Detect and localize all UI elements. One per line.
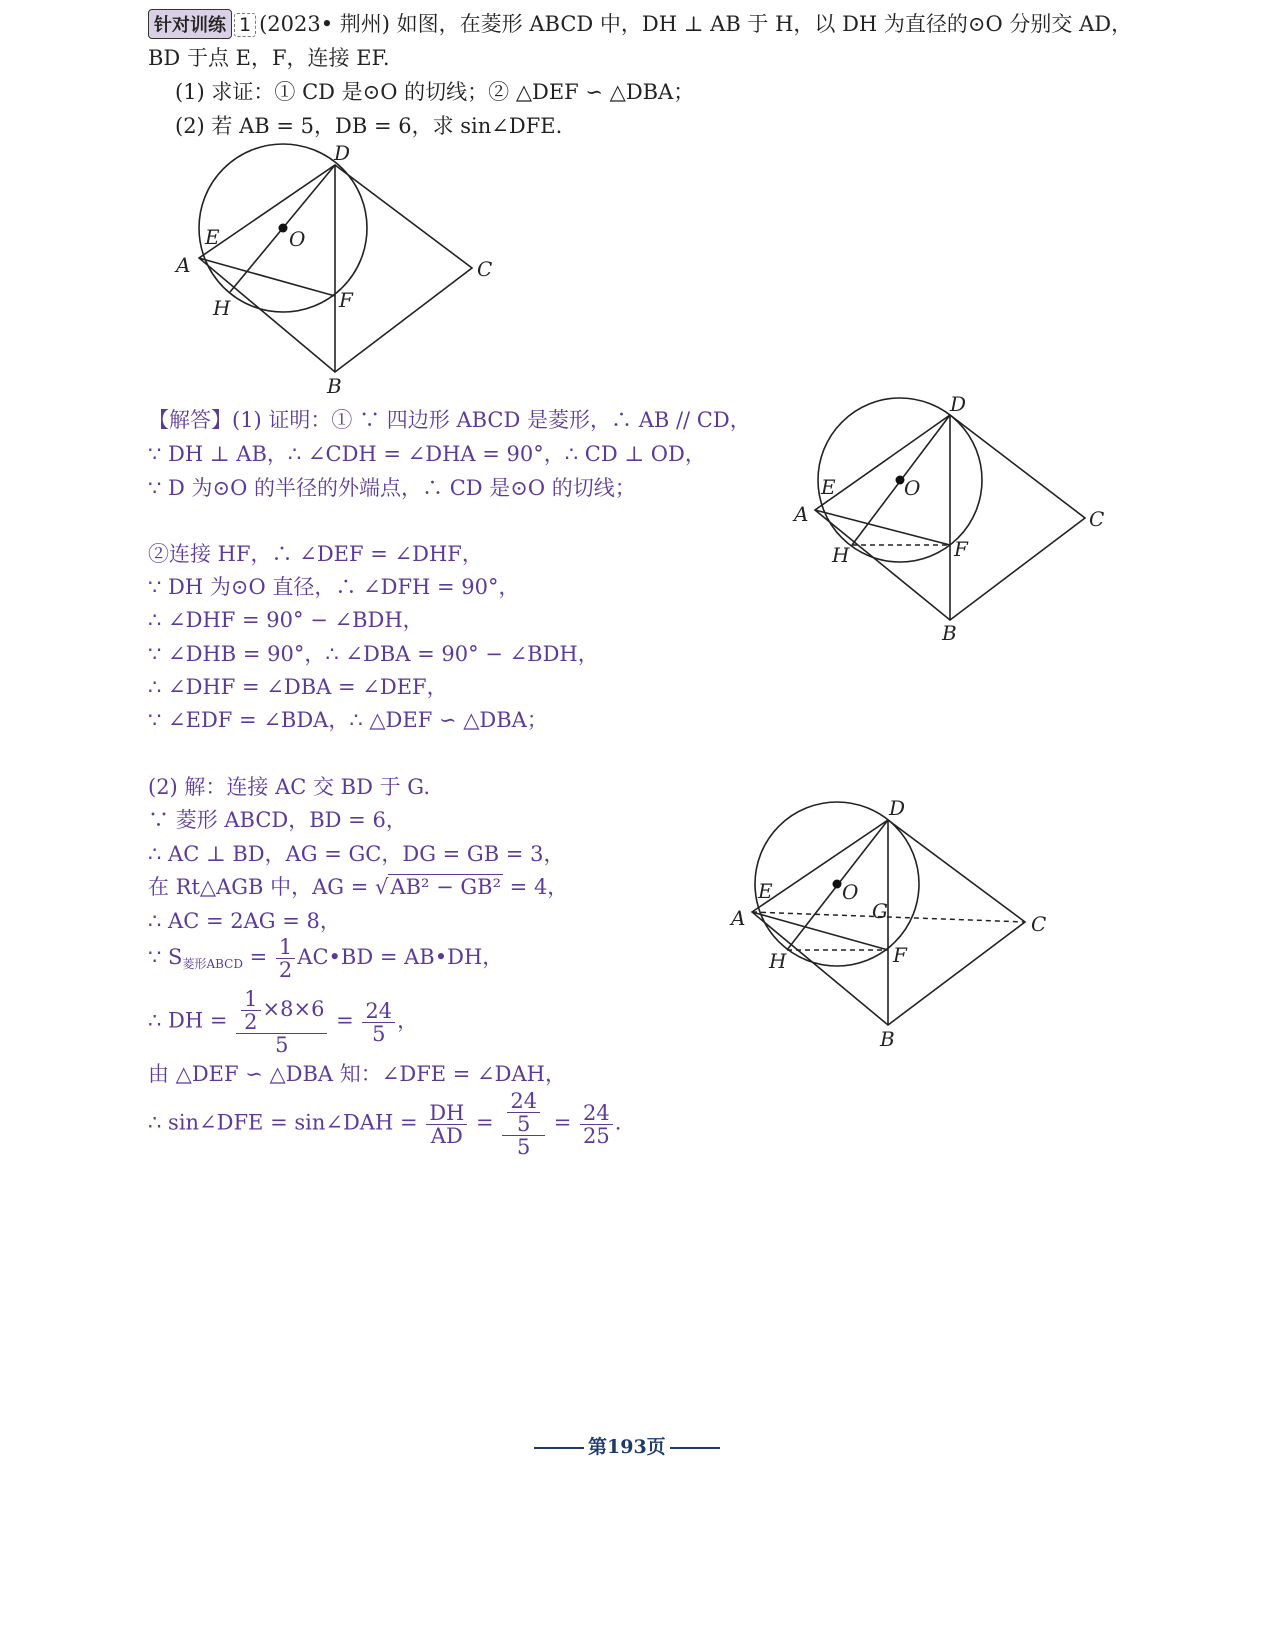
sqrt-sign: √ bbox=[375, 875, 389, 899]
dh-label: ∴ DH = bbox=[148, 1008, 235, 1033]
area-subscript: 菱形ABCD bbox=[182, 957, 243, 972]
problem-number: 1 bbox=[234, 13, 256, 37]
solution-line-11: ∵ 菱形 ABCD，BD = 6， bbox=[148, 808, 407, 832]
page-number: 第193页 bbox=[588, 1436, 666, 1458]
solution-line-9: ∵ ∠EDF = ∠BDA，∴ △DEF ∽ △DBA； bbox=[148, 708, 548, 732]
fig1-label-A: A bbox=[176, 253, 191, 277]
fig2-label-F: F bbox=[954, 537, 968, 561]
agb-text: 在 Rt△AGB 中，AG = bbox=[148, 875, 376, 899]
footer-rule-left bbox=[534, 1447, 584, 1449]
figure-2 bbox=[790, 395, 1120, 650]
dh-inner-half-num: 1 bbox=[241, 988, 260, 1011]
sin-frac-2-inner-num: 24 bbox=[507, 1090, 540, 1113]
solution-line-17: 由 △DEF ∽ △DBA 知：∠DFE = ∠DAH， bbox=[148, 1062, 566, 1086]
solution-line-14: ∴ AC = 2AG = 8， bbox=[148, 909, 341, 933]
fig3-label-D: D bbox=[889, 796, 906, 820]
sin-frac-3 bbox=[580, 1102, 613, 1147]
sin-frac-1 bbox=[426, 1102, 467, 1147]
problem-line-2: BD 于点 E，F，连接 EF. bbox=[148, 46, 390, 70]
fraction-half bbox=[276, 936, 295, 981]
sin-frac-1-num: DH bbox=[426, 1102, 467, 1125]
fig2-label-H: H bbox=[832, 543, 850, 567]
fig1-label-O: O bbox=[289, 227, 306, 251]
solution-line-3: ∵ D 为⊙O 的半径的外端点，∴ CD 是⊙O 的切线； bbox=[148, 476, 636, 500]
solution-line-12: ∴ AC ⊥ BD，AG = GC，DG = GB = 3， bbox=[148, 842, 565, 866]
dh-eq: = bbox=[329, 1008, 361, 1033]
sin-frac-2-inner bbox=[507, 1090, 540, 1135]
fig3-label-A: A bbox=[731, 906, 746, 930]
fig3-label-F: F bbox=[893, 943, 907, 967]
sin-frac-1-den: AD bbox=[430, 1123, 463, 1148]
sin-frac-2-inner-den: 5 bbox=[517, 1112, 531, 1137]
training-tag: 针对训练 bbox=[148, 9, 232, 39]
problem-part-2: (2) 若 AB = 5，DB = 6，求 sin∠DFE. bbox=[175, 114, 563, 138]
solution-line-6: ∴ ∠DHF = 90° − ∠BDH， bbox=[148, 608, 424, 632]
dh-fraction-num bbox=[236, 988, 327, 1034]
dh-result-den: 5 bbox=[372, 1021, 386, 1046]
fig2-label-O: O bbox=[904, 476, 921, 500]
solution-line-8: ∴ ∠DHF = ∠DBA = ∠DEF， bbox=[148, 675, 448, 699]
fig3-label-B: B bbox=[880, 1027, 895, 1051]
dh-inner-half bbox=[241, 988, 260, 1033]
sin-frac-2-num bbox=[502, 1090, 545, 1136]
solution-line-16 bbox=[148, 988, 418, 1056]
fig2-label-E: E bbox=[821, 475, 836, 499]
fig1-label-D: D bbox=[334, 141, 351, 165]
fig2-label-C: C bbox=[1089, 507, 1105, 531]
sin-label: ∴ sin∠DFE = sin∠DAH = bbox=[148, 1110, 425, 1135]
solution-line-7: ∵ ∠DHB = 90°，∴ ∠DBA = 90° − ∠BDH， bbox=[148, 642, 599, 666]
dh-inner-product: ×8×6 bbox=[262, 997, 325, 1022]
fig1-label-F: F bbox=[339, 288, 353, 312]
fraction-half-num: 1 bbox=[276, 936, 295, 959]
problem-part-1: (1) 求证：① CD 是⊙O 的切线；② △DEF ∽ △DBA； bbox=[175, 80, 695, 104]
area-eq: = bbox=[242, 945, 274, 970]
dh-inner-half-den: 2 bbox=[244, 1010, 258, 1035]
fig1-label-C: C bbox=[477, 257, 493, 281]
figure-1 bbox=[170, 140, 510, 400]
solution-line-1: 【解答】(1) 证明：① ∵ 四边形 ABCD 是菱形，∴ AB // CD， bbox=[148, 408, 751, 432]
dh-result bbox=[362, 1000, 395, 1045]
fig3-label-G: G bbox=[872, 899, 888, 923]
fig2-label-D: D bbox=[950, 395, 967, 416]
sin-frac-3-num: 24 bbox=[580, 1102, 613, 1125]
dh-comma: ， bbox=[397, 1008, 419, 1033]
sin-eq-1: = bbox=[469, 1110, 501, 1135]
fig1-label-B: B bbox=[327, 374, 342, 398]
agb-result: = 4， bbox=[503, 875, 569, 899]
sin-period: . bbox=[614, 1110, 622, 1135]
solution-line-18 bbox=[148, 1090, 621, 1158]
fig2-label-A: A bbox=[794, 502, 809, 526]
fig1-label-E: E bbox=[205, 225, 220, 249]
problem-line-1 bbox=[148, 8, 1132, 39]
dh-result-num: 24 bbox=[362, 1000, 395, 1023]
fig3-label-O: O bbox=[842, 880, 859, 904]
fig2-label-B: B bbox=[942, 621, 957, 645]
solution-line-5: ∵ DH 为⊙O 直径，∴ ∠DFH = 90°， bbox=[148, 575, 520, 599]
fig1-label-H: H bbox=[213, 296, 231, 320]
fraction-half-den: 2 bbox=[278, 958, 293, 983]
dh-fraction bbox=[236, 988, 327, 1056]
footer-rule-right bbox=[670, 1447, 720, 1449]
page-footer bbox=[530, 1432, 724, 1459]
sin-frac-2 bbox=[502, 1090, 545, 1158]
dh-fraction-den: 5 bbox=[275, 1033, 289, 1058]
solution-line-4: ②连接 HF，∴ ∠DEF = ∠DHF， bbox=[148, 542, 483, 566]
solution-line-13 bbox=[148, 871, 568, 901]
fig3-label-E: E bbox=[758, 879, 773, 903]
area-formula: AC•BD = AB•DH， bbox=[297, 945, 504, 970]
solution-line-2: ∵ DH ⊥ AB，∴ ∠CDH = ∠DHA = 90°，∴ CD ⊥ OD， bbox=[148, 442, 706, 466]
problem-text-1: (2023• 荆州) 如图，在菱形 ABCD 中，DH ⊥ AB 于 H，以 DH 为直径的⊙O 分别交 AD， bbox=[259, 12, 1133, 36]
sin-frac-3-den: 25 bbox=[583, 1123, 610, 1148]
solution-line-15 bbox=[148, 936, 503, 981]
area-s: ∵ S bbox=[148, 945, 183, 970]
sin-eq-2: = bbox=[547, 1110, 579, 1135]
fig3-label-C: C bbox=[1031, 912, 1047, 936]
figure-3 bbox=[725, 795, 1065, 1055]
sin-frac-2-den: 5 bbox=[517, 1135, 531, 1160]
solution-line-10: (2) 解：连接 AC 交 BD 于 G. bbox=[148, 775, 431, 799]
sqrt-radicand: AB² − GB² bbox=[390, 875, 501, 899]
fig3-label-H: H bbox=[769, 949, 787, 973]
